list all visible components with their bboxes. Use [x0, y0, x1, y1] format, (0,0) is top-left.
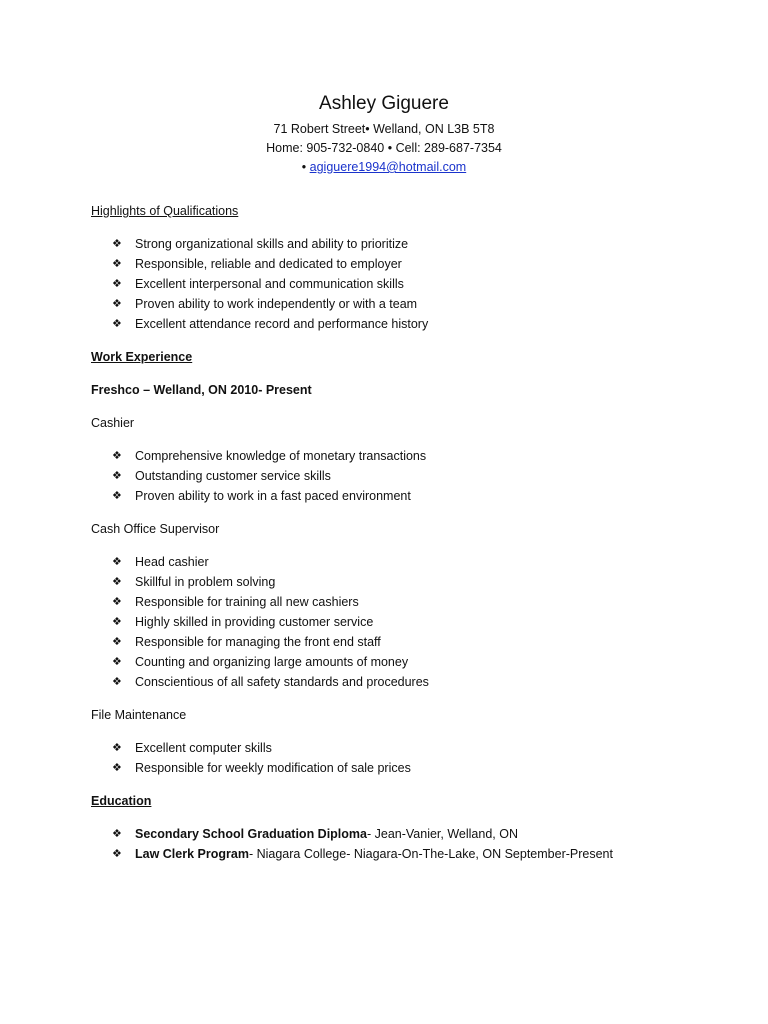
role-title-cashier: Cashier [91, 416, 135, 430]
education-credential: Law Clerk Program [135, 847, 249, 861]
applicant-name: Ashley Giguere [319, 93, 449, 114]
education-list [91, 824, 691, 864]
list-item: ❖ Skillful in problem solving [91, 572, 691, 592]
education-details: - Jean-Vanier, Welland, ON [366, 827, 518, 841]
list-item [91, 844, 691, 864]
diamond-bullet-icon: ❖ [112, 450, 122, 462]
diamond-bullet-icon: ❖ [112, 318, 122, 330]
education-heading: Education [91, 794, 152, 808]
list-item: ❖ Comprehensive knowledge of monetary transactions [91, 446, 691, 466]
diamond-bullet-icon: ❖ [112, 616, 122, 628]
diamond-bullet-icon: ❖ [112, 258, 122, 270]
list-item: ❖ Outstanding customer service skills [91, 466, 691, 486]
diamond-bullet-icon: ❖ [112, 848, 122, 860]
list-item: ❖ Excellent interpersonal and communication skills [91, 274, 691, 294]
work-experience-heading: Work Experience [91, 350, 193, 364]
list-item: ❖ Proven ability to work independently or with a team [91, 294, 691, 314]
highlights-list [91, 234, 691, 334]
list-item: ❖ Proven ability to work in a fast paced environment [91, 486, 691, 506]
diamond-bullet-icon: ❖ [112, 238, 122, 250]
list-item: ❖ Responsible for training all new cashiers [91, 592, 691, 612]
diamond-bullet-icon: ❖ [112, 656, 122, 668]
diamond-bullet-icon: ❖ [112, 676, 122, 688]
employer-line: Freshco – Welland, ON 2010- Present [91, 383, 312, 397]
address-line: 71 Robert Street• Welland, ON L3B 5T8 [273, 122, 495, 136]
diamond-bullet-icon: ❖ [112, 762, 122, 774]
list-item: ❖ Conscientious of all safety standards and procedures [91, 672, 691, 692]
education-credential: Secondary School Graduation Diploma [135, 827, 367, 841]
list-item: ❖ Counting and organizing large amounts of money [91, 652, 691, 672]
list-item: ❖ Strong organizational skills and ability to prioritize [91, 234, 691, 254]
diamond-bullet-icon: ❖ [112, 742, 122, 754]
resume-body [91, 201, 691, 864]
email-line [0, 158, 768, 177]
list-item [91, 824, 691, 844]
diamond-bullet-icon: ❖ [112, 298, 122, 310]
diamond-bullet-icon: ❖ [112, 278, 122, 290]
diamond-bullet-icon: ❖ [112, 596, 122, 608]
diamond-bullet-icon: ❖ [112, 636, 122, 648]
supervisor-duties-list [91, 552, 691, 692]
email-bullet: • [301, 160, 310, 174]
cashier-duties-list [91, 446, 691, 506]
resume-header [0, 92, 768, 177]
list-item: ❖ Responsible for weekly modification of sale prices [91, 758, 691, 778]
diamond-bullet-icon: ❖ [112, 556, 122, 568]
diamond-bullet-icon: ❖ [112, 470, 122, 482]
list-item: ❖ Excellent computer skills [91, 738, 691, 758]
role-title-cash-office-supervisor: Cash Office Supervisor [91, 522, 220, 536]
diamond-bullet-icon: ❖ [112, 828, 122, 840]
role-title-file-maintenance: File Maintenance [91, 708, 187, 722]
list-item: ❖ Head cashier [91, 552, 691, 572]
education-details: - Niagara College- Niagara-On-The-Lake, ON September-Present [248, 847, 613, 861]
diamond-bullet-icon: ❖ [112, 490, 122, 502]
diamond-bullet-icon: ❖ [112, 576, 122, 588]
email-link[interactable]: agiguere1994@hotmail.com [309, 160, 467, 174]
highlights-heading: Highlights of Qualifications [91, 204, 239, 218]
list-item: ❖ Responsible, reliable and dedicated to employer [91, 254, 691, 274]
list-item: ❖ Responsible for managing the front end staff [91, 632, 691, 652]
phone-line: Home: 905-732-0840 • Cell: 289-687-7354 [266, 141, 502, 155]
file-maintenance-duties-list [91, 738, 691, 778]
list-item: ❖ Excellent attendance record and performance history [91, 314, 691, 334]
list-item: ❖ Highly skilled in providing customer service [91, 612, 691, 632]
